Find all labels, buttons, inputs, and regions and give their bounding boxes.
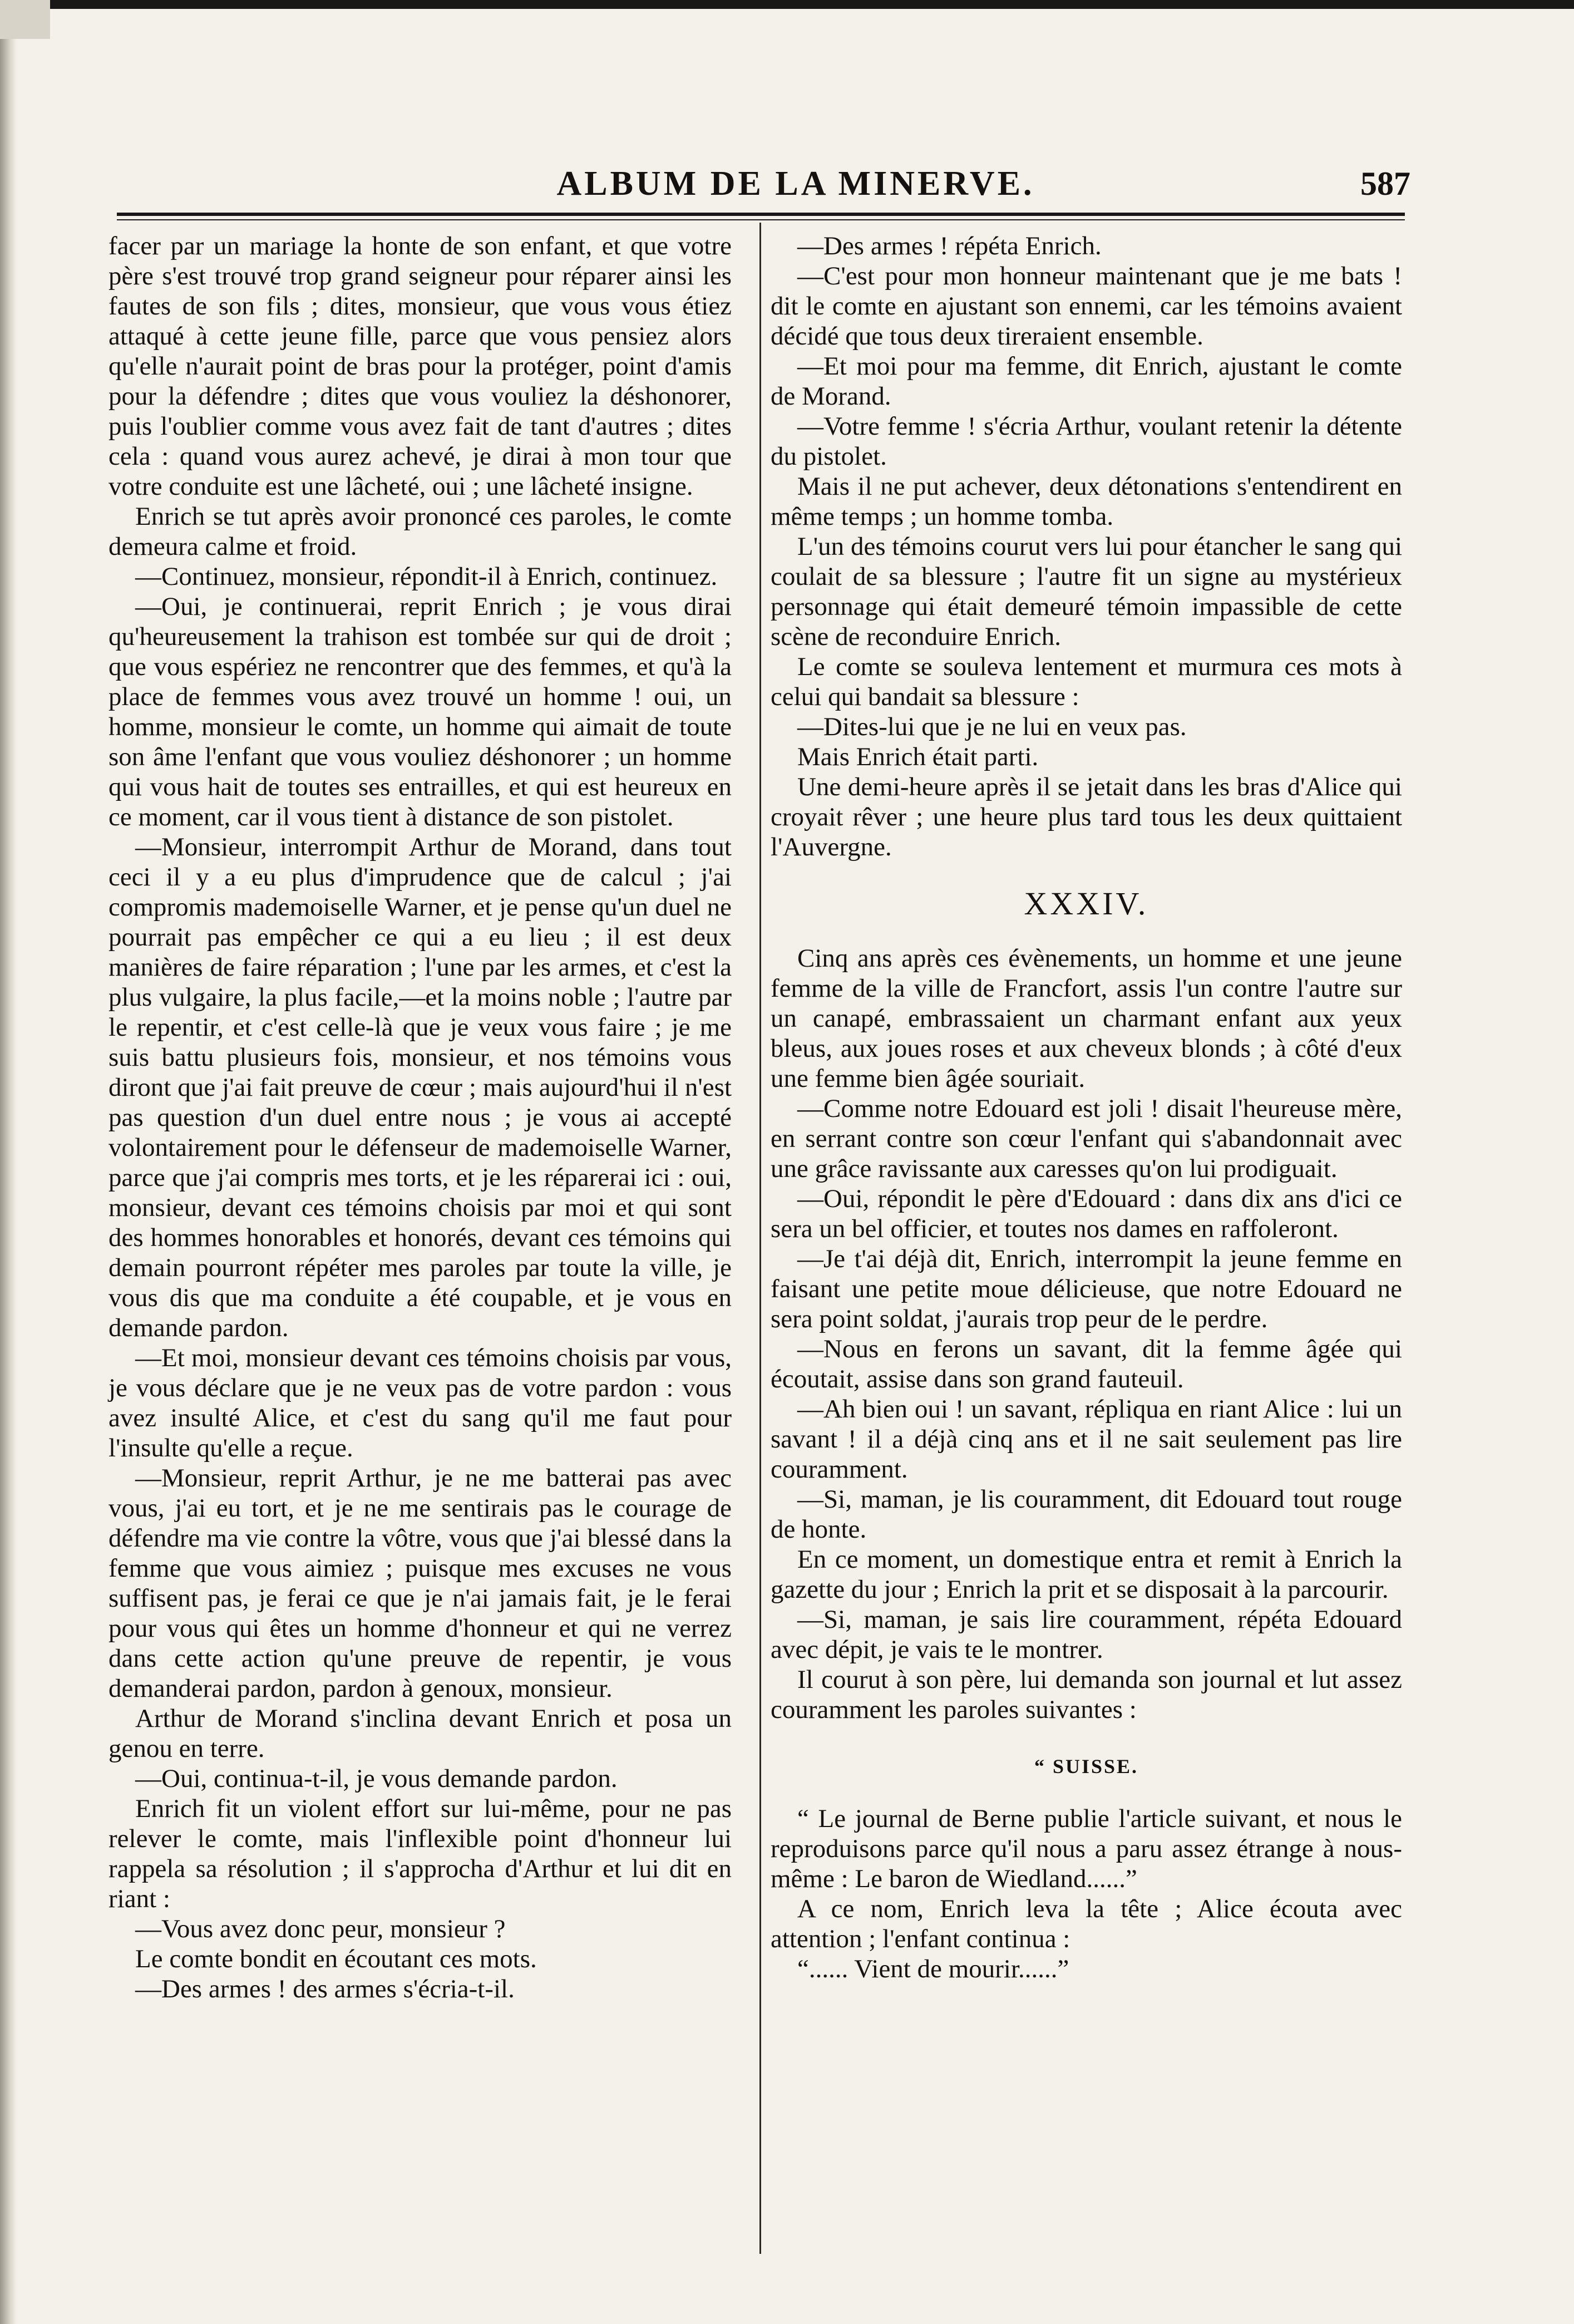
paragraph: —Des armes ! répéta Enrich.	[797, 232, 1102, 260]
paragraph: Mais Enrich était parti.	[797, 742, 1039, 771]
paragraph: —Oui, répondit le père d'Edouard : dans dix ans d'ici ce sera un bel officier, et toutes nos dames en raffoleront.	[771, 1184, 1402, 1243]
page-binding-shadow	[0, 39, 17, 2324]
paragraph: Enrich fit un violent effort sur lui-même, pour ne pas relever le comte, mais l'inflexible point d'honneur lui rappela sa résolution ; il s'approcha d'Arthur et lui dit en riant :	[108, 1794, 732, 1913]
paragraph: —Comme notre Edouard est joli ! disait l'heureuse mère, en serrant contre son cœur l'enfant qui s'abandonnait avec une grâce ravissante aux caresses qu'on lui prodiguait.	[771, 1094, 1402, 1183]
paragraph: Le comte se souleva lentement et murmura ces mots à celui qui bandait sa blessure :	[771, 652, 1402, 711]
paragraph: —Des armes ! des armes s'écria-t-il.	[135, 1975, 515, 2003]
top-border	[0, 0, 1574, 9]
paragraph: —Votre femme ! s'écria Arthur, voulant retenir la détente du pistolet.	[771, 412, 1402, 471]
paragraph: Enrich se tut après avoir prononcé ces paroles, le comte demeura calme et froid.	[108, 502, 732, 561]
paragraph: —Monsieur, interrompit Arthur de Morand, dans tout ceci il y a eu plus d'imprudence que de calcul ; j'ai compromis mademoiselle Warner, et je pense qu'un duel ne pourrait pas empêcher ce qui a eu lieu ; il est deux manières de faire réparation ; l'une par les armes, et c'est la plus vulgaire, la plus facile,—et la moins noble ; l'autre par le repentir, et c'est celle-là que je veux vous faire ; je me suis battu plusieurs fois, monsieur, et nos témoins vous diront que j'ai fait preuve de cœur ; mais aujourd'hui il n'est pas question d'un duel entre nous ; je vous ai accepté volontairement pour le défenseur de mademoiselle Warner, parce que j'ai compris mes torts, et je les réparerai ici : oui, monsieur, devant ces témoins choisis par moi et qui sont des hommes honorables et honorés, devant ces témoins qui demain pourront répéter mes paroles par toute la ville, je vous dis que ma conduite a été coupable, et je vous en demande pardon.	[108, 833, 732, 1342]
paragraph: “ Le journal de Berne publie l'article suivant, et nous le reproduisons parce qu'il nous a paru assez étrange à nous-même : Le baron de Wiedland......”	[771, 1804, 1402, 1893]
paragraph: —Vous avez donc peur, monsieur ?	[135, 1914, 506, 1943]
news-subheading: “ SUISSE.	[1034, 1755, 1139, 1778]
column-divider	[759, 223, 761, 2254]
paragraph: “...... Vient de mourir......”	[797, 1954, 1069, 1983]
header-rule	[117, 213, 1405, 216]
page-number: 587	[1360, 165, 1410, 202]
paragraph: —Dites-lui que je ne lui en veux pas.	[797, 712, 1187, 741]
paragraph: —Monsieur, reprit Arthur, je ne me batterai pas avec vous, j'ai eu tort, et je ne me sentirais pas le courage de défendre ma vie contre la vôtre, vous que j'ai blessé dans la femme que vous aimiez ; puisque mes excuses ne vous suffisent pas, je ferai ce que je n'ai jamais fait, je le ferai pour vous qui êtes un homme d'honneur et qui ne verrez dans cette action qu'une preuve de repentir, je vous demanderai pardon, pardon à genoux, monsieur.	[108, 1464, 732, 1703]
paragraph: Il courut à son père, lui demanda son journal et lut assez couramment les paroles suivantes :	[771, 1665, 1402, 1724]
paragraph: facer par un mariage la honte de son enfant, et que votre père s'est trouvé trop grand seigneur pour réparer ainsi les fautes de son fils ; dites, monsieur, que vous vous étiez attaqué à cette jeune fille, parce que vous pensiez alors qu'elle n'aurait point de bras pour la protéger, point d'amis pour la défendre ; dites que vous vouliez la déshonorer, puis l'oublier comme vous avez fait de tant d'autres ; dites cela : quand vous aurez achevé, je dirai à mon tour que votre conduite est une lâcheté, oui ; une lâcheté insigne.	[108, 232, 732, 501]
left-column	[108, 231, 732, 2004]
header-rule-thin	[117, 219, 1405, 220]
paragraph: —Si, maman, je lis couramment, dit Edouard tout rouge de honte.	[771, 1485, 1402, 1544]
paragraph: Le comte bondit en écoutant ces mots.	[135, 1944, 537, 1973]
paragraph: —Et moi pour ma femme, dit Enrich, ajustant le comte de Morand.	[771, 352, 1402, 411]
paragraph: —Oui, je continuerai, reprit Enrich ; je vous dirai qu'heureusement la trahison est tombée sur qui de droit ; que vous espériez ne rencontrer que des femmes, et qu'à la place de femmes vous avez trouvé un homme ! oui, un homme, monsieur le comte, un homme qui aimait de toute son âme l'enfant que vous vouliez déshonorer ; un homme qui vous hait de toutes ses entrailles, et qui est heureux en ce moment, car il vous tient à distance de son pistolet.	[108, 592, 732, 831]
paragraph: Une demi-heure après il se jetait dans les bras d'Alice qui croyait rêver ; une heure plus tard tous les deux quittaient l'Auvergne.	[771, 772, 1402, 861]
paragraph: En ce moment, un domestique entra et remit à Enrich la gazette du jour ; Enrich la prit et se disposait à la parcourir.	[771, 1545, 1402, 1604]
paragraph: Mais il ne put achever, deux détonations s'entendirent en même temps ; un homme tomba.	[771, 472, 1402, 531]
right-column	[771, 231, 1402, 1984]
paragraph: —Ah bien oui ! un savant, répliqua en riant Alice : lui un savant ! il a déjà cinq ans et il ne sait seulement pas lire couramment.	[771, 1395, 1402, 1484]
paragraph: A ce nom, Enrich leva la tête ; Alice écouta avec attention ; l'enfant continua :	[771, 1894, 1402, 1953]
paragraph: —Continuez, monsieur, répondit-il à Enrich, continuez.	[135, 562, 718, 591]
page-corner-damage	[0, 0, 50, 39]
paragraph: —Et moi, monsieur devant ces témoins choisis par vous, je vous déclare que je ne veux pas de votre pardon : vous avez insulté Alice, et c'est du sang qu'il me faut pour l'insulte qu'elle a reçue.	[108, 1343, 732, 1463]
chapter-heading: XXXIV.	[1024, 885, 1149, 922]
paragraph: —Si, maman, je sais lire couramment, répéta Edouard avec dépit, je vais te le montrer.	[771, 1605, 1402, 1664]
paragraph: —Oui, continua-t-il, je vous demande pardon.	[135, 1764, 618, 1793]
paragraph: —Je t'ai déjà dit, Enrich, interrompit la jeune femme en faisant une petite moue délicieuse, que notre Edouard ne sera point soldat, j'aurais trop peur de le perdre.	[771, 1244, 1402, 1333]
paragraph: —Nous en ferons un savant, dit la femme âgée qui écoutait, assise dans son grand fauteuil.	[771, 1335, 1402, 1394]
paragraph: Cinq ans après ces évènements, un homme et une jeune femme de la ville de Francfort, assis l'un contre l'autre sur un canapé, embrassaient un charmant enfant aux yeux bleus, aux joues roses et aux cheveux blonds ; à côté d'eux une femme bien âgée souriait.	[771, 944, 1402, 1093]
paragraph: L'un des témoins courut vers lui pour étancher le sang qui coulait de sa blessure ; l'autre fit un signe au mystérieux personnage qui était demeuré témoin impassible de cette scène de reconduire Enrich.	[771, 532, 1402, 651]
running-title: ALBUM DE LA MINERVE.	[556, 165, 1035, 203]
paragraph: —C'est pour mon honneur maintenant que je me bats ! dit le comte en ajustant son ennemi, car les témoins avaient décidé que tous deux tireraient ensemble.	[771, 262, 1402, 351]
paragraph: Arthur de Morand s'inclina devant Enrich et posa un genou en terre.	[108, 1704, 732, 1763]
